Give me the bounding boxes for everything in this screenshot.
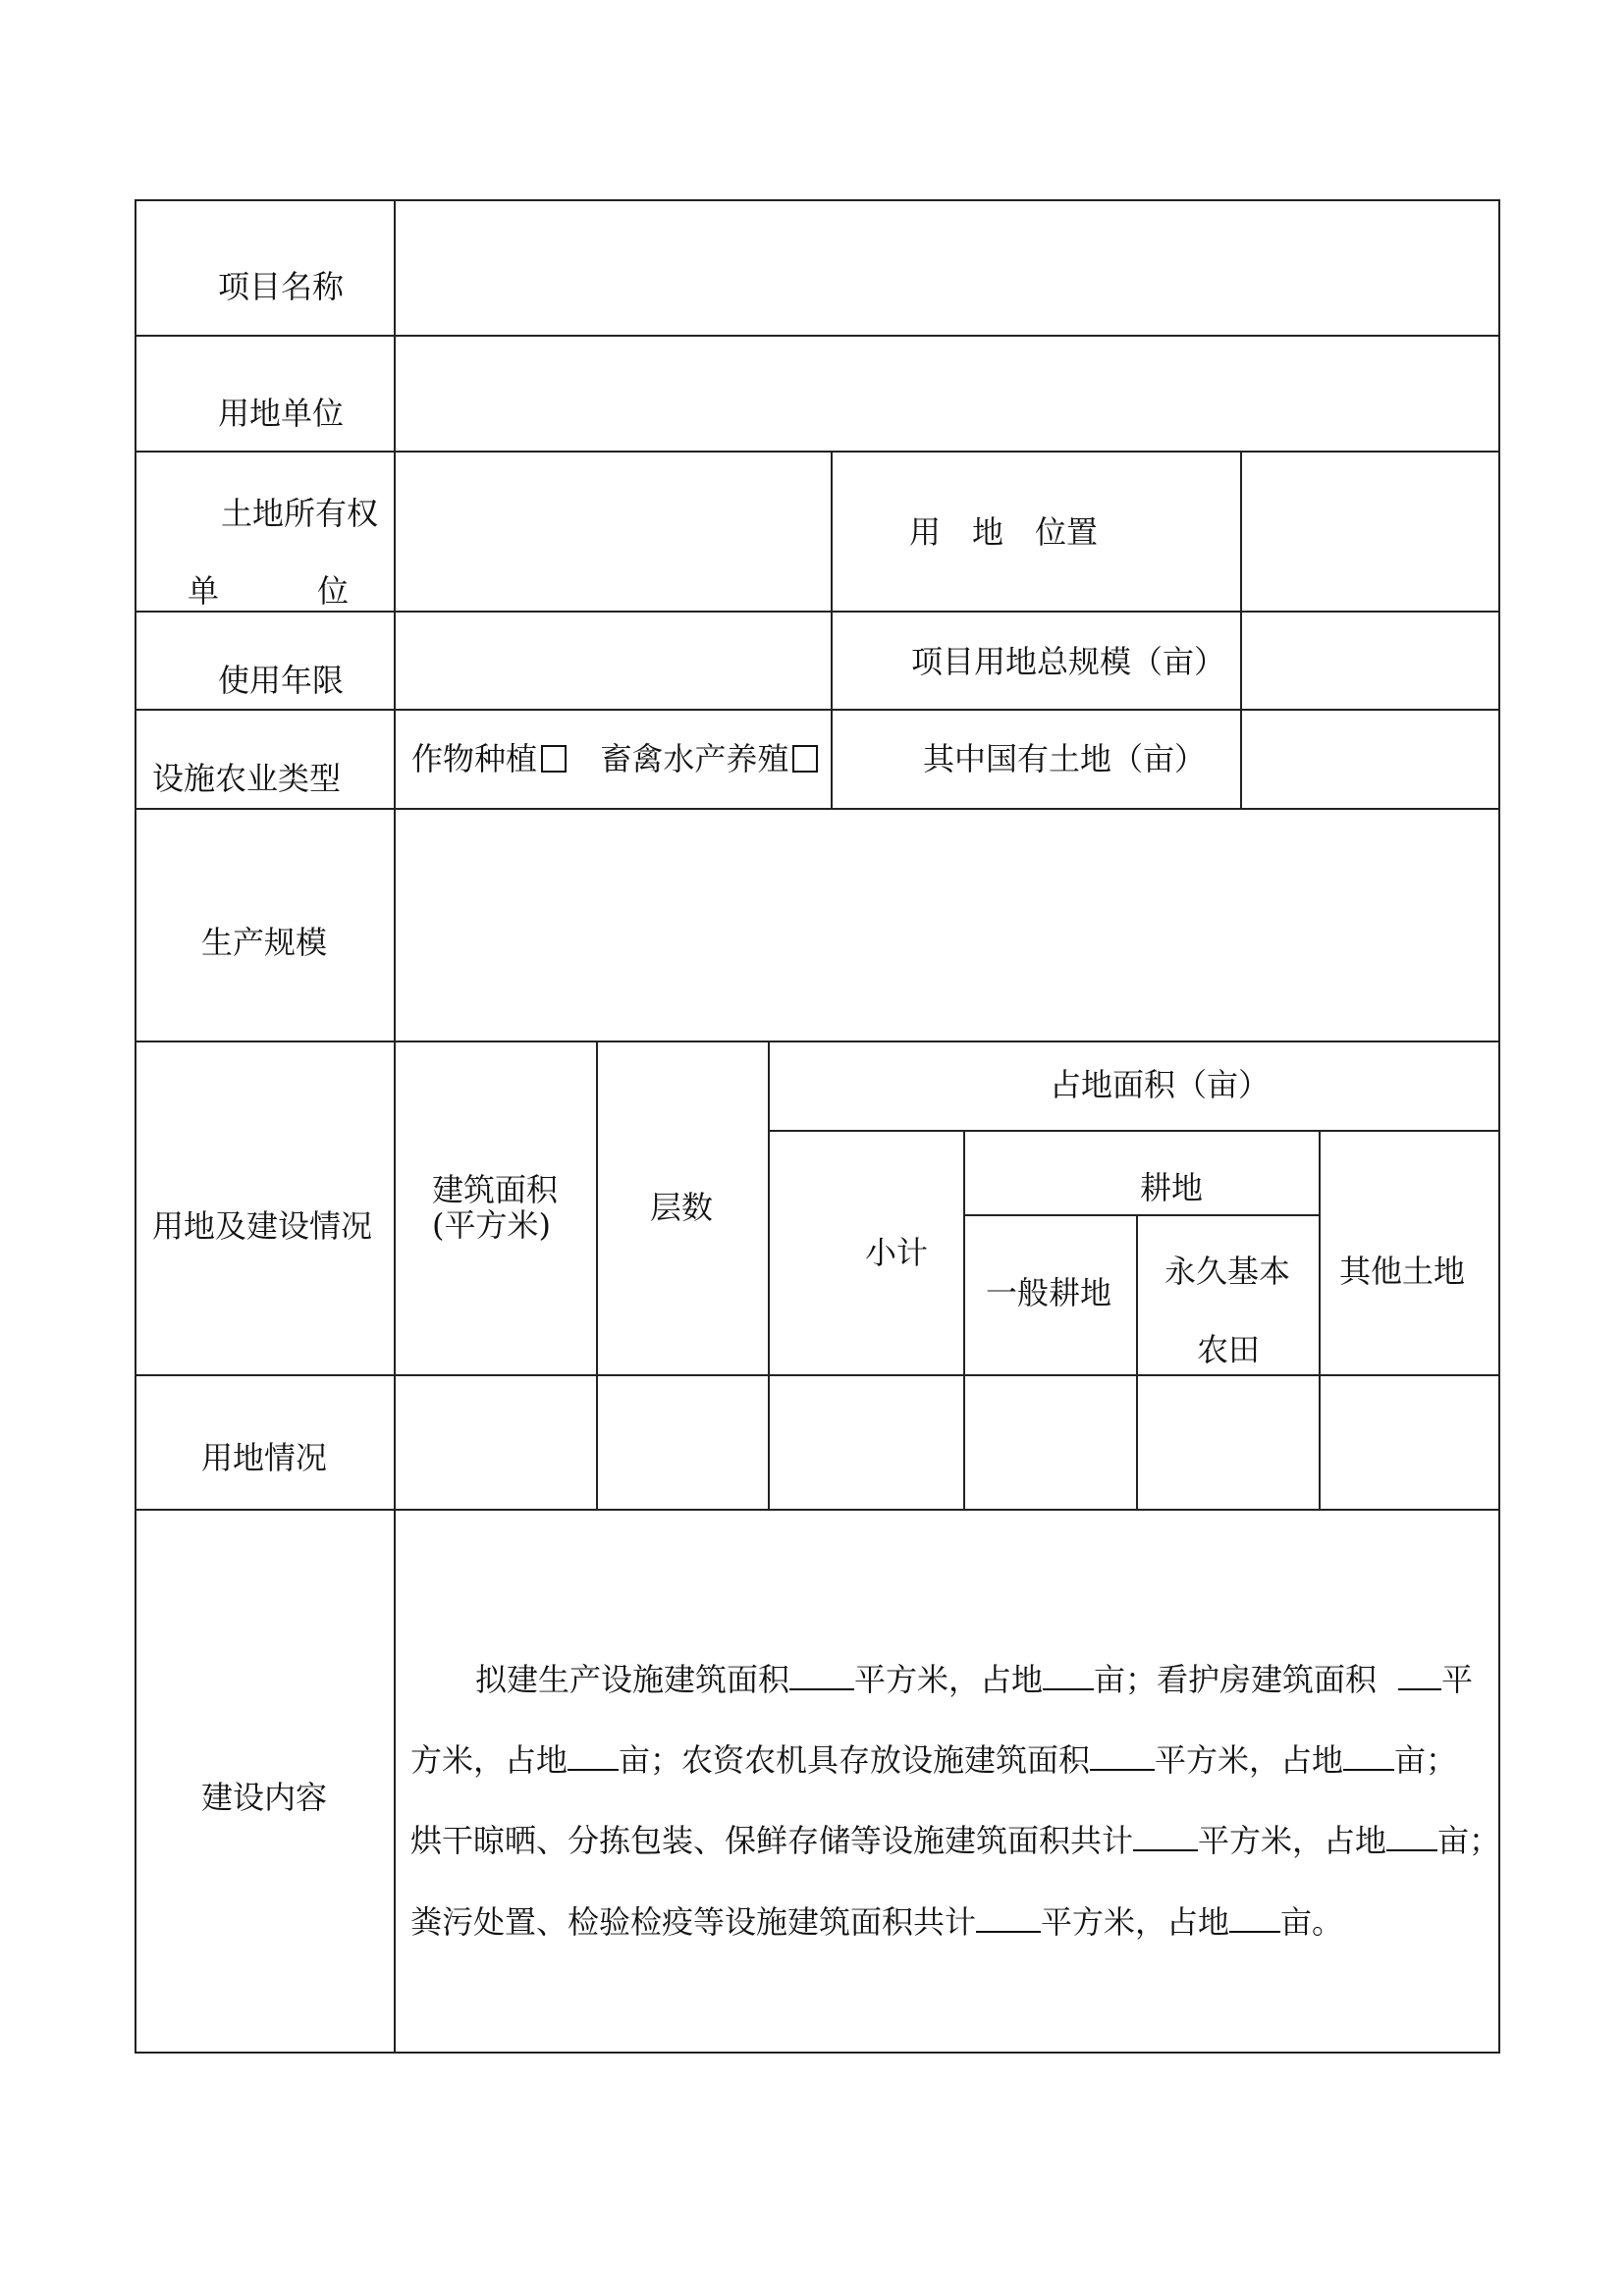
label-land-construction: 用地及建设情况 [152, 1207, 373, 1245]
label-permanent-1: 永久基本 [1164, 1253, 1291, 1290]
grid-line [596, 1041, 598, 1510]
blank-field[interactable] [1090, 1739, 1155, 1771]
blank-field[interactable] [789, 1659, 854, 1690]
content-text: 烘干晾晒、分拣包装、保鲜存储等设施建筑面积共计 [410, 1822, 1134, 1859]
label-permanent-2: 农田 [1197, 1331, 1261, 1368]
grid-line [768, 1130, 1500, 1132]
label-other-land: 其他土地 [1339, 1253, 1466, 1290]
grid-line [831, 451, 833, 809]
grid-line [135, 808, 1500, 810]
blank-field[interactable] [976, 1901, 1041, 1933]
option-crop-label: 作物种植 [411, 740, 538, 777]
grid-line [1319, 1130, 1321, 1510]
label-production-scale: 生产规模 [201, 924, 328, 961]
blank-field[interactable] [1043, 1659, 1094, 1690]
grid-line [135, 1509, 1500, 1511]
content-line-1 [475, 1659, 1474, 1698]
option-livestock-label: 畜禽水产养殖 [600, 740, 789, 777]
grid-line [1136, 1214, 1138, 1510]
grid-line [135, 1374, 1500, 1376]
content-line-4 [410, 1901, 1344, 1941]
label-owner-line2a: 单 [188, 572, 220, 610]
content-text: 平方米，占地 [1198, 1822, 1387, 1859]
label-owner-line2b: 位 [317, 572, 350, 610]
blank-field[interactable] [1133, 1820, 1198, 1851]
grid-line [1240, 451, 1242, 809]
content-text: 平方米，占地 [1155, 1741, 1344, 1779]
grid-line [394, 199, 396, 2054]
label-land-usage: 用地情况 [201, 1439, 328, 1476]
content-text: 亩。 [1280, 1903, 1344, 1941]
content-text: 平方米，占地 [854, 1661, 1044, 1698]
blank-field[interactable] [1343, 1739, 1394, 1771]
label-building-area-2: (平方米) [432, 1206, 551, 1244]
label-construction-content: 建设内容 [201, 1779, 328, 1816]
label-state-land: 其中国有土地（亩） [923, 740, 1207, 777]
label-general-cultivated: 一般耕地 [986, 1274, 1112, 1311]
label-location: 用 地 位置 [909, 513, 1099, 551]
blank-field[interactable] [1386, 1820, 1437, 1851]
grid-line [1498, 199, 1500, 2054]
label-facility-type: 设施农业类型 [152, 760, 342, 797]
content-text: 亩； [1437, 1822, 1501, 1859]
grid-line [135, 199, 1500, 201]
label-floors: 层数 [650, 1189, 714, 1226]
label-cultivated: 耕地 [1140, 1169, 1204, 1206]
grid-line [135, 199, 136, 2054]
grid-line [135, 709, 1500, 711]
blank-field[interactable] [1398, 1659, 1441, 1690]
content-line-2 [410, 1739, 1458, 1779]
label-project-name: 项目名称 [218, 268, 345, 305]
grid-line [135, 2052, 1500, 2054]
label-years: 使用年限 [218, 662, 345, 699]
content-text: 平方米，占地 [1041, 1903, 1230, 1941]
content-text: 粪污处置、检验检疫等设施建筑面积共计 [410, 1903, 977, 1941]
label-owner-line1: 土地所有权 [221, 495, 379, 532]
content-text: 平 [1441, 1661, 1474, 1698]
content-text: 方米，占地 [410, 1741, 568, 1779]
livestock-checkbox[interactable] [792, 745, 818, 773]
label-occupied-area: 占地面积（亩） [1050, 1066, 1271, 1103]
blank-field[interactable] [568, 1739, 619, 1771]
grid-line [135, 451, 1500, 453]
label-subtotal: 小计 [865, 1234, 929, 1271]
content-text: 拟建生产设施建筑面积 [475, 1661, 790, 1698]
content-text: 亩；农资农机具存放设施建筑面积 [619, 1741, 1091, 1779]
blank-field[interactable] [1229, 1901, 1280, 1933]
facility-type-options [411, 740, 818, 777]
grid-line [768, 1041, 770, 1510]
label-land-user: 用地单位 [218, 395, 345, 432]
content-line-3 [410, 1820, 1501, 1859]
grid-line [135, 1041, 1500, 1042]
label-total-scale: 项目用地总规模（亩） [911, 643, 1226, 680]
grid-line [135, 611, 1500, 613]
grid-line [135, 335, 1500, 337]
grid-line [963, 1130, 965, 1510]
label-building-area-1: 建筑面积 [432, 1171, 559, 1208]
content-text: 亩； [1394, 1741, 1458, 1779]
grid-line [963, 1214, 1320, 1216]
crop-checkbox[interactable] [541, 745, 567, 773]
content-text: 亩；看护房建筑面积 [1094, 1661, 1378, 1698]
